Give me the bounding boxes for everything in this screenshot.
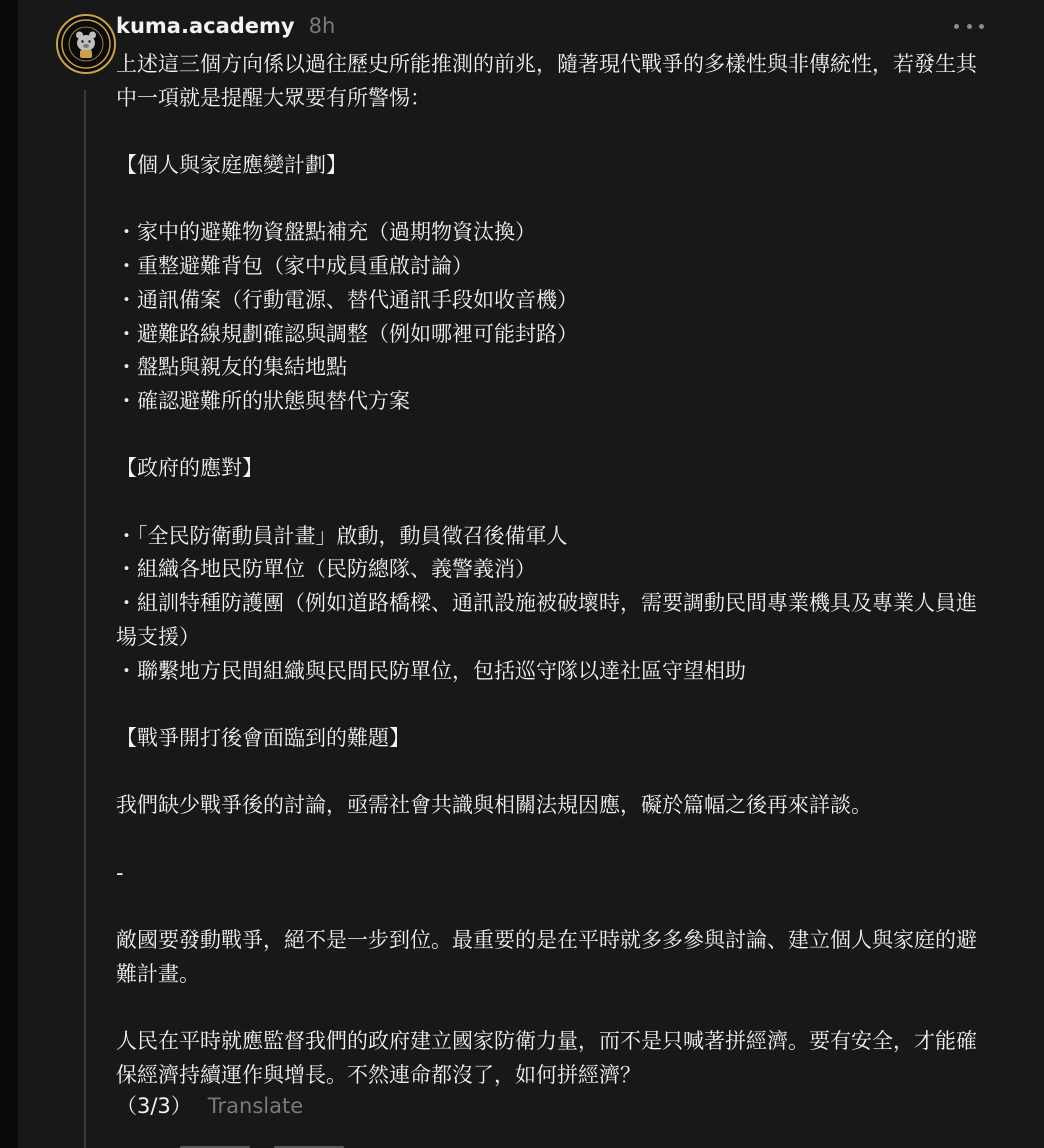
post-text-line: 【政府的應對】: [116, 456, 263, 481]
post-text-line: ・通訊備案（行動電源、替代通訊手段如收音機）: [116, 287, 578, 312]
thread-page-count: （3/3）: [116, 1094, 192, 1118]
blank-line: [116, 992, 986, 1026]
post-text-line: -: [116, 860, 124, 885]
more-dot: [954, 24, 959, 29]
post-text-line: 我們缺少戰爭後的討論，亟需社會共識與相關法規因應，礙於篇幅之後再來詳談。: [116, 793, 872, 818]
post-text-line: ・避難路線規劃確認與調整（例如哪裡可能封路）: [116, 321, 578, 346]
post-header: [116, 10, 335, 42]
avatar[interactable]: [56, 14, 116, 74]
more-options-icon[interactable]: [954, 18, 984, 34]
kuma-academy-logo-icon: [60, 18, 112, 70]
post-text-line: 人民在平時就應監督我們的政府建立國家防衛力量，而不是只喊著拼經濟。要有安全，才能確保經濟持續運作與增長。不然連命都沒了，如何拼經濟？: [116, 1029, 977, 1087]
thread-line: [84, 90, 86, 1148]
more-dot: [967, 24, 972, 29]
post-text-line: ・聯繫地方民間組織與民間民防單位，包括巡守隊以達社區守望相助: [116, 658, 746, 683]
left-panel-edge: [0, 0, 19, 1148]
blank-line: [116, 183, 986, 217]
post-text-line: 敵國要發動戰爭，絕不是一步到位。最重要的是在平時就多多參與討論、建立個人與家庭的避難計畫。: [116, 928, 977, 986]
post-text-line: 【個人與家庭應變計劃】: [116, 153, 347, 178]
blank-line: [116, 756, 986, 790]
post-text-line: ・確認避難所的狀態與替代方案: [116, 389, 410, 413]
post-text-line: ・組訓特種防護團（例如道路橋樑、通訊設施被破壞時，需要調動民間專業機具及專業人員進場支援）: [116, 591, 977, 649]
next-post-cutoff: [180, 1136, 440, 1148]
post-footer: [116, 1090, 303, 1122]
translate-button[interactable]: Translate: [207, 1094, 304, 1118]
post-text-line: ・組織各地民防單位（民防總隊、義警義消）: [116, 557, 536, 582]
post-text-line: ・家中的避難物資盤點補充（過期物資汰換）: [116, 220, 536, 245]
blank-line: [116, 890, 986, 924]
username[interactable]: kuma.academy: [116, 14, 295, 38]
more-dot: [979, 24, 984, 29]
post-body: [116, 48, 986, 1093]
post-text-line: ・盤點與親友的集結地點: [116, 355, 347, 380]
blank-line: [116, 688, 986, 722]
blank-line: [116, 419, 986, 453]
post-text-line: ・重整避難背包（家中成員重啟討論）: [116, 254, 473, 279]
post-time: 8h: [308, 14, 336, 38]
post-text-line: ・「全民防衛動員計畫」啟動，動員徵召後備軍人: [116, 523, 568, 548]
blank-line: [116, 115, 986, 149]
post-text-line: 上述這三個方向係以過往歷史所能推測的前兆，隨著現代戰爭的多樣性與非傳統性，若發生其中一項就是提醒大眾要有所警惕：: [116, 52, 977, 110]
blank-line: [116, 823, 986, 857]
post-text-line: 【戰爭開打後會面臨到的難題】: [116, 725, 410, 750]
blank-line: [116, 486, 986, 520]
